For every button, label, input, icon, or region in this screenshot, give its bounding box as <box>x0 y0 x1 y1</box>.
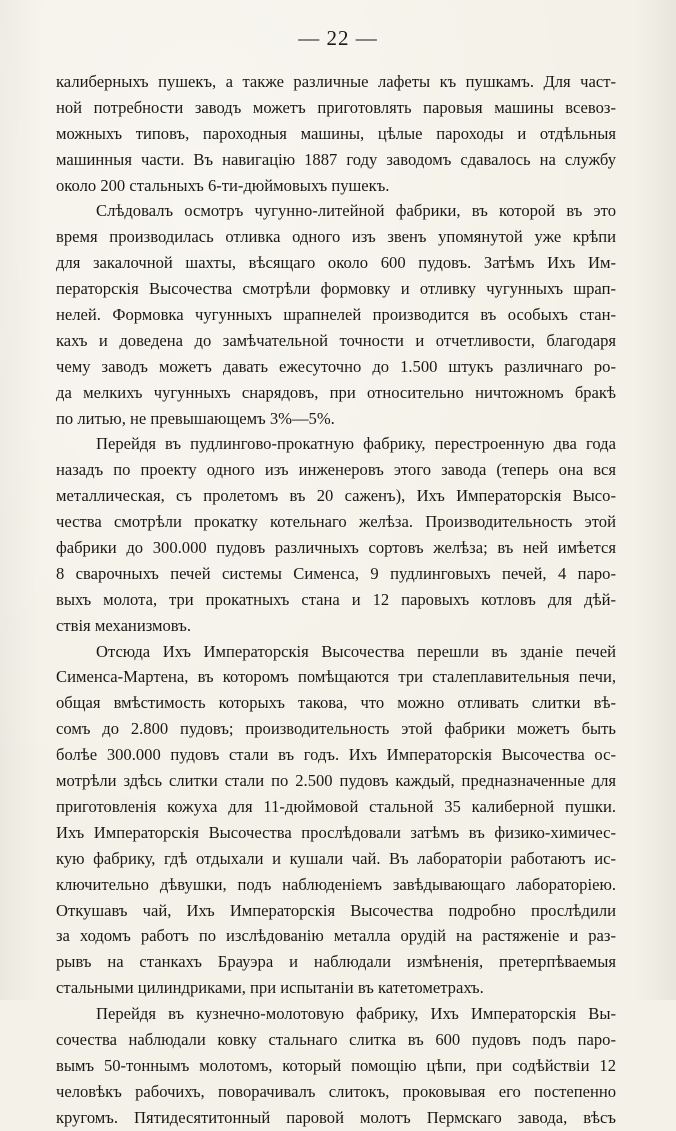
paragraph-5 <box>56 1001 616 1130</box>
text-line: общая вмѣстимость которыхъ такова, что можно отливать слитки вѣ- <box>56 693 616 713</box>
text-line: Откушавъ чай, Ихъ Императорскія Высочества подробно прослѣдили <box>56 900 616 920</box>
text-line: рывъ на станкахъ Брауэра и наблюдали измѣненія, претерпѣваемыя <box>56 952 616 972</box>
text-line: ствія механизмовъ. <box>56 615 191 635</box>
text-line: Слѣдовалъ осмотръ чугунно-литейной фабрики, въ которой въ это <box>96 201 616 221</box>
text-line: болѣе 300.000 пудовъ стали въ годъ. Ихъ Императорскія Высочества ос- <box>56 745 616 765</box>
text-line: для закалочной шахты, вѣсящаго около 600 пудовъ. Затѣмъ Ихъ Им- <box>56 253 616 273</box>
text-line: ператорскія Высочества смотрѣли формовку и отливку чугунныхъ шрап- <box>56 279 616 299</box>
text-line: выхъ молота, три прокатныхъ стана и 12 паровыхъ котловъ для дѣй- <box>56 589 616 609</box>
text-line: человѣкъ рабочихъ, поворачивалъ слитокъ, проковывая его постепенно <box>56 1081 616 1101</box>
text-line: кругомъ. Пятидесятитонный паровой молотъ Пермскаго завода, вѣсъ <box>56 1107 616 1127</box>
text-line: Отсюда Ихъ Императорскія Высочества перешли въ зданіе печей <box>96 641 616 661</box>
text-line: сочества наблюдали ковку стальнаго слитка въ 600 пудовъ подъ паро- <box>56 1029 616 1049</box>
text-line: вымъ 50-тоннымъ молотомъ, который помощію цѣпи, при содѣйствіи 12 <box>56 1055 616 1075</box>
text-line: мотрѣли здѣсь слитки стали по 2.500 пудовъ каждый, предназначенные для <box>56 771 616 791</box>
text-line: металлическая, съ пролетомъ въ 20 саженъ), Ихъ Императорскія Высо- <box>56 486 616 506</box>
text-line: Перейдя въ кузнечно-молотовую фабрику, Ихъ Императорскія Вы- <box>96 1004 616 1024</box>
text-line: за ходомъ работъ по изслѣдованію металла орудій на растяженіе и раз- <box>56 926 616 946</box>
text-line: калиберныхъ пушекъ, а также различные лафеты къ пушкамъ. Для част- <box>56 72 616 91</box>
text-line: сомъ до 2.800 пудовъ; производительность этой фабрики можетъ быть <box>56 719 616 739</box>
text-line: фабрики до 300.000 пудовъ различныхъ сортовъ желѣза; въ ней имѣется <box>56 538 616 558</box>
paragraph-4 <box>56 639 616 1001</box>
body-text <box>56 69 616 1131</box>
paragraph-2 <box>56 198 616 431</box>
text-line: назадъ по проекту одного изъ инженеровъ этого завода (теперь она вся <box>56 460 616 480</box>
text-line: Перейдя въ пудлингово-прокатную фабрику, перестроенную два года <box>96 434 616 454</box>
text-line: ной потребности заводъ можетъ приготовлять паровыя машины всевоз- <box>56 97 616 117</box>
text-line: кахъ и доведена до замѣчательной точности и отчетливости, благодаря <box>56 330 616 350</box>
text-line: по литью, не превышающемъ 3%—5%. <box>56 408 335 428</box>
text-line: чему заводъ можетъ давать ежесуточно до 1.500 штукъ различнаго ро- <box>56 356 616 376</box>
text-line: время производилась отливка одного изъ звенъ упомянутой уже крѣпи <box>56 227 616 247</box>
text-line: можныхъ типовъ, пароходныя машины, цѣлые пароходы и отдѣльныя <box>56 123 616 143</box>
text-line: чества смотрѣли прокатку котельнаго желѣза. Производительность этой <box>56 512 616 532</box>
text-line: машинныя части. Въ навигацію 1887 году заводомъ сдавалось на службу <box>56 149 616 169</box>
paragraph-1 <box>56 69 616 198</box>
text-line: приготовленія кожуха для 11-дюймовой стальной 35 калиберной пушки. <box>56 796 616 816</box>
paragraph-3 <box>56 431 616 638</box>
page-number: — 22 — <box>298 26 378 50</box>
text-line: 8 сварочныхъ печей системы Сименса, 9 пудлинговыхъ печей, 4 паро- <box>56 563 616 583</box>
text-line: Сименса-Мартена, въ которомъ помѣщаются три сталеплавительныя печи, <box>56 667 616 687</box>
text-line: нелей. Формовка чугунныхъ шрапнелей производится въ особыхъ стан- <box>56 305 616 325</box>
text-line: ключительно дѣвушки, подъ наблюденіемъ завѣдывающаго лабораторіею. <box>56 874 616 894</box>
text-line: Ихъ Императорскія Высочества прослѣдовали затѣмъ въ физико-химичес- <box>56 822 616 842</box>
text-line: да мелкихъ чугунныхъ снарядовъ, при относительно ничтожномъ бракѣ <box>56 382 616 402</box>
text-line: около 200 стальныхъ 6-ти-дюймовыхъ пушекъ. <box>56 175 390 195</box>
text-line: стальными цилиндриками, при испытаніи въ катетометрахъ. <box>56 978 484 998</box>
text-line: кую фабрику, гдѣ отдыхали и кушали чай. Въ лабораторіи работаютъ ис- <box>56 848 616 868</box>
